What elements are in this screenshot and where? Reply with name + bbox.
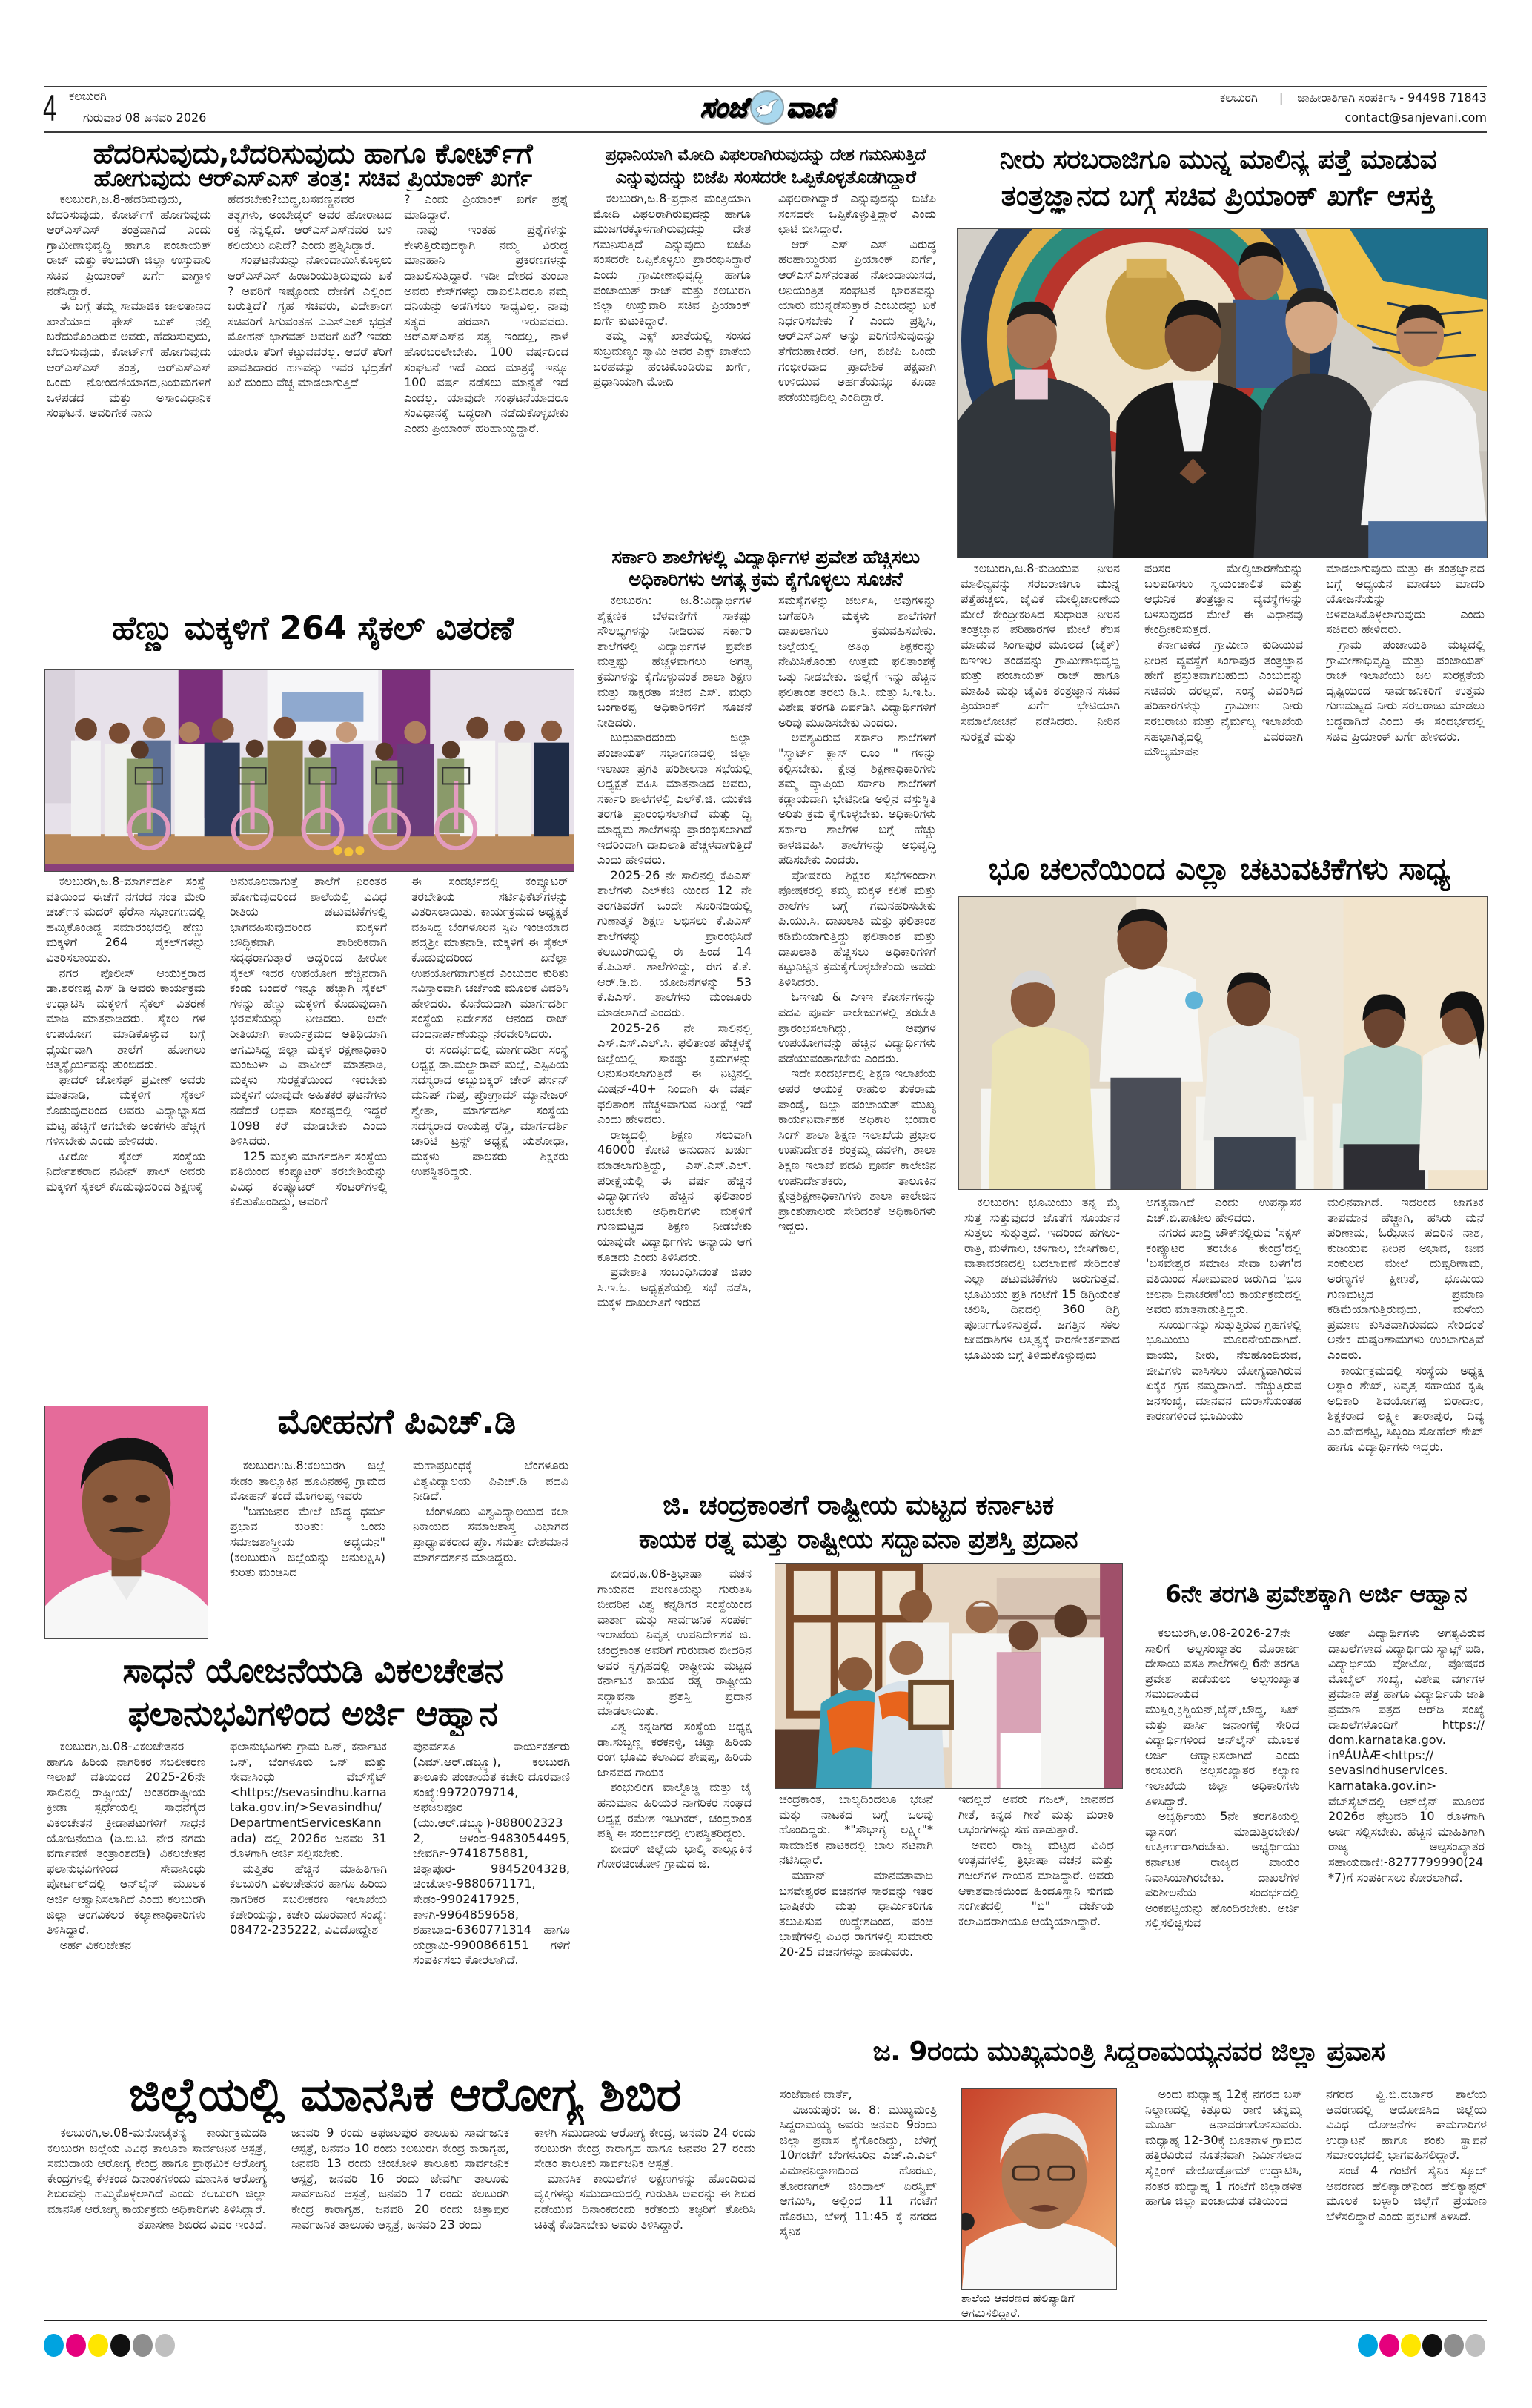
article-column (778, 191, 936, 532)
article-column (413, 1739, 570, 2058)
headline: ನೀರು ಸರಬರಾಜಿಗೂ ಮುನ್ನ ಮಾಲಿನ್ಯ ಪತ್ತೆ ಮಾಡುವ (999, 145, 1437, 175)
paragraph: ಜನವರಿ 9 ರಂದು ಅಫಜಲಪುರ ತಾಲೂಕು ಸಾರ್ವಜನಿಕ ಆಸ್ಪತ್ರೆ, ಜನವರಿ 10 ರಂದು ಕಲಬುರಗಿ ಕೇಂದ್ರ ಕಾರಾಗೃಹ, ಜನವರಿ 13 ರಂದು ಚಿಂಚೋಳಿ ತಾಲೂಕು ಸಾರ್ವಜನಿಕ ಆಸ್ಪತ್ರೆ, ಜನವರಿ 16 ರಂದು ಜೇವರ್ಗಿ ತಾಲೂಕು ಸಾರ್ವಜನಿಕ ಆಸ್ಪತ್ರೆ, ಜನವರಿ 17 ರಂದು ಕಲಬುರಗಿ ಕೇಂದ್ರ ಕಾರಾಗೃಹ, ಜನವರಿ 20 ರಂದು ಚಿತ್ತಾಪುರ ಸಾರ್ವಜನಿಕ ತಾಲೂಕು ಆಸ್ಪತ್ರೆ, ಜನವರಿ 23 ರಂದು (291, 2126, 509, 2232)
paragraph: ರಾಜ್ಯದಲ್ಲಿ ಶಿಕ್ಷಣ ಸಲುವಾಗಿ 46000 ಕೋಟಿ ಅನುದಾನ ಖರ್ಚು ಮಾಡಲಾಗುತ್ತಿದ್ದು, ಎಸ್.ಎಸ್.ಎಲ್. ಪರೀಕ್ಷೆಯಲ್ಲಿ ಈ ವರ್ಷ ಹೆಚ್ಚಿನ ವಿದ್ಯಾರ್ಥಿಗಳು ಹೆಚ್ಚಿನ ಫಲಿತಾಂಶ ಬರಬೇಕು ಅಧಿಕಾರಿಗಳು ಮಕ್ಕಳಿಗೆ ಗುಣಮಟ್ಟದ ಶಿಕ್ಷಣ ನೀಡಬೇಕು ಯಾವುದೇ ವಿದ್ಯಾರ್ಥಿಗಳು ಅನ್ಯಾಯ ಆಗ ಕೂಡದು ಎಂದು ತಿಳಿಸಿದರು. (597, 1127, 752, 1264)
headline: ಹೋಗುವುದು ಆರ್‌ಎಸ್‌ಎಸ್ ತಂತ್ರ: ಸಚಿವ ಪ್ರಿಯಾಂಕ್ ಖರ್ಗೆ (93, 166, 532, 191)
paragraph: ವಿಫಲರಾಗಿದ್ದಾರೆ ಎನ್ನುವುದನ್ನು ಬಿಜೆಪಿ ಸಂಸದರೇ ಒಪ್ಪಿಕೊಳ್ಳುತ್ತಿದ್ದಾರೆ ಎಂದು ಛಾಟಿ ಬೀಸಿದ್ದಾರೆ. (778, 191, 936, 236)
issue-date: ಗುರುವಾರ 08 ಜನವರಿ 2026 (83, 110, 207, 125)
paragraph: ಕಲಬುರಗಿ: ಜ.8:ವಿದ್ಯಾರ್ಥಿಗಳ ಶೈಕ್ಷಣಿಕ ಬೆಳವಣಿಗೆಗೆ ಸಾಕಷ್ಟು ಸೌಲಭ್ಯಗಳನ್ನು ನೀಡಿರುವ ಸರ್ಕಾರಿ ಶಾಲೆಗಳಲ್ಲಿ ವಿದ್ಯಾರ್ಥಿಗಳ ಪ್ರವೇಶ ಮತ್ತಷ್ಟು ಹೆಚ್ಚಳವಾಗಲು ಅಗತ್ಯ ಕ್ರಮಗಳನ್ನು ಕೈಗೊಳ್ಳುವಂತೆ ಶಾಲಾ ಶಿಕ್ಷಣ ಮತ್ತು ಸಾಕ್ಷರತಾ ಸಚಿವ ಎಸ್. ಮಧು ಬಂಗಾರಪ್ಪ ಅಧಿಕಾರಿಗಳಿಗೆ ಸೂಚನೆ ನೀಡಿದರು. (597, 593, 752, 730)
paragraph: ಸಂಜೆವಾಣಿ ವಾರ್ತೆ, (780, 2087, 852, 2101)
paragraph: ? ಎಂದು ಪ್ರಿಯಾಂಕ್ ಖರ್ಗೆ ಪ್ರಶ್ನೆ ಮಾಡಿದ್ದಾರೆ. (404, 192, 568, 222)
logo-text-left: ಸಂಜೆ (700, 90, 748, 124)
paragraph: ಕಲಬುರಗಿ,ಜ.8-ಕುಡಿಯುವ ನೀರಿನ ಮಾಲಿನ್ಯವನ್ನು ಸರಬರಾಜಿಗೂ ಮುನ್ನ ಪತ್ತೆಹಚ್ಚಲು, ಜೈವಿಕ ಮೇಲ್ವಿಚಾರಣೆಯ ಮೇಲೆ ಕೇಂದ್ರೀಕರಿಸಿದ ಸುಧಾರಿತ ನೀರಿನ ತಂತ್ರಜ್ಞಾನ ಪರಿಹಾರಗಳ ಮೇಲೆ ಕೆಲಸ ಮಾಡುವ ಸಿಂಗಾಪುರ ಮೂಲದ (ಜೈಕ್) ಬಿಇಇಅ ತಂಡವನ್ನು ಗ್ರಾಮೀಣಾಭಿವೃದ್ಧಿ ಮತ್ತು ಪಂಚಾಯತ್ ರಾಜ್ ಹಾಗೂ ಮಾಹಿತಿ ಮತ್ತು ಜೈವಿಕ ತಂತ್ರಜ್ಞಾನ ಸಚಿವ ಪ್ರಿಯಾಂಕ್ ಖರ್ಗೆ ಭೇಟಿಯಾಗಿ ಸಮಾಲೋಚನೆ ನಡೆಸಿದರು. ನೀರಿನ ಸುರಕ್ಷತೆ ಮತ್ತು (961, 561, 1120, 744)
headline: ಮೋಹನಗೆ ಪಿಎಚ್.ಡಿ (277, 1401, 516, 1441)
paragraph: ವಿಜಯಪುರ: ಜ. 8: ಮುಖ್ಯಮಂತ್ರಿ ಸಿದ್ದರಾಮಯ್ಯ ಅವರು ಜನವರಿ 9ರಂದು ಜಿಲ್ಲಾ ಪ್ರವಾಸ ಕೈಗೊಂಡಿದ್ದು, ಬೆಳಿಗ್ಗೆ 10ಗಂಟೆಗೆ ಬೆಂಗಳೂರಿನ ಎಚ್.ಎ.ಎಲ್ ವಿಮಾನನಿಲ್ದಾಣದಿಂದ ಹೊರಟು, ತೋರಣಗಲ್ ಜಿಂದಾಲ್ ಏರಸ್ಟ್ರಿಪ್ ಆಗಮಿಸಿ, ಅಲ್ಲಿಂದ 11 ಗಂಟೆಗೆ ಹೊರಟು, ಬೆಳಿಗ್ಗೆ 11:45 ಕ್ಕೆ ನಗರದ ಸೈನಿಕ (780, 2102, 937, 2239)
photo-image (45, 670, 574, 871)
paragraph: ಮಾನಸಿಕ ಕಾಯಿಲೆಗಳ ಲಕ್ಷಣಗಳನ್ನು ಹೊಂದಿರುವ ವ್ಯಕ್ತಿಗಳನ್ನು ಸಮುದಾಯದಲ್ಲಿ ಗುರುತಿಸಿ ಅವರನ್ನು ಈ ಶಿಬಿರ ನಡೆಯುವ ದಿನಾಂಕದಂದು ಕರೆತಂದು ತಜ್ಞರಿಗೆ ತೋರಿಸಿ ಚಿಕಿತ್ಸೆ ಕೊಡಿಸಬೇಕು ಅವರು ತಿಳಿಸಿದ್ದಾರೆ. (534, 2171, 755, 2232)
paragraph: ಬೀದರ್ ಜಿಲ್ಲೆಯ ಭಾಲ್ಕಿ ತಾಲ್ಲೂಕಿನ ಗೋರಚಿಂಚೋಳಿ ಗ್ರಾಮದ ಜಿ. (597, 1841, 752, 1871)
photo-image (962, 2089, 1116, 2289)
article-column (230, 1739, 387, 2058)
paragraph: ಅರ್ಹ ವಿದ್ಯಾರ್ಥಿಗಳು ಅಗತ್ಯವಿರುವ ದಾಖಲೆಗಳಾದ ವಿದ್ಯಾರ್ಥಿಯ ಸ್ಯಾಟ್ಸ್ ಐಡಿ, ವಿದ್ಯಾರ್ಥಿಯ ಪೋಟೋ, ಪೋಷಕರ ಮೊಬೈಲ್ ಸಂಖ್ಯೆ, ವಿಶೇಷ ವರ್ಗಗಳ ಪ್ರಮಾಣ ಪತ್ರ ಹಾಗೂ ವಿದ್ಯಾರ್ಥಿಯ ಜಾತಿ ಪ್ರಮಾಣ ಪತ್ರದ ಆರ್‌ಡಿ ಸಂಖ್ಯೆ ದಾಖಲೆಗಳೊಂದಿಗೆ https:// dom.karnataka.gov. inºÁUÀÆ<https:// sevasindhuservices. karnataka.gov.in> ವೆಬ್‌ಸೈಟ್‌ದಲ್ಲಿ ಆನ್‌ಲೈನ್ ಮೂಲಕ 2026ರ ಫೆಬ್ರವರಿ 10 ರೊಳಗಾಗಿ ಅರ್ಜಿ ಸಲ್ಲಿಸಬೇಕು. ಹೆಚ್ಚಿನ ಮಾಹಿತಿಗಾಗಿ ರಾಜ್ಯ ಅಲ್ಪಸಂಖ್ಯಾತರ ಸಹಾಯವಾಣಿ:-8277799990(24*7)ಗೆ ಸಂಪರ್ಕಿಸಲು ಕೋರಲಾಗಿದೆ. (1328, 1626, 1485, 1885)
article-column (958, 1792, 1114, 2028)
article-column (597, 593, 752, 1483)
paragraph: ಫಲಾನುಭವಿಗಳು ಗ್ರಾಮ ಒನ್, ಕರ್ನಾಟಕ ಒನ್, ಬೆಂಗಳೂರು ಒನ್ ಮತ್ತು ಸೇವಾಸಿಂಧು ವೆಬ್‌ಸೈಟ್ <https://sevasindhu.karnataka.gov.in/>Sevasindhu/DepartmentServicesKannada) ದಲ್ಲಿ 2026ರ ಜನವರಿ 31 ರೊಳಗಾಗಿ ಅರ್ಜಿ ಸಲ್ಲಿಸಬೇಕು. (230, 1739, 387, 1861)
article-column (411, 874, 568, 1381)
paragraph: ಕಲಬುರಗಿ,ಜ.8-ಪ್ರಧಾನ ಮಂತ್ರಿಯಾಗಿ ಮೋದಿ ವಿಫಲರಾಗಿರುವುದನ್ನು ಹಾಗೂ ಮುಜಗರಕ್ಕೊಳಗಾಗಿರುವುದನ್ನು ದೇಶ ಗಮನಿಸುತ್ತಿದೆ ಎನ್ನುವುದು ಬಿಜೆಪಿ ಸಂಸದರೇ ಒಪ್ಪಿಕೊಳ್ಳಲು ಪ್ರಾರಂಭಿಸಿದ್ದಾರೆ ಎಂದು ಗ್ರಾಮೀಣಾಭಿವೃದ್ಧಿ ಹಾಗೂ ಪಂಚಾಯತ್ ರಾಜ್ ಮತ್ತು ಕಲಬುರಗಿ ಜಿಲ್ಲಾ ಉಸ್ತುವಾರಿ ಸಚಿವ ಪ್ರಿಯಾಂಕ್ ಖರ್ಗೆ ಕುಟುಕಿದ್ದಾರೆ. (593, 191, 751, 328)
registration-dot-yellow (1401, 2334, 1421, 2357)
registration-dot-gray (1444, 2334, 1464, 2357)
headline: ಅಧಿಕಾರಿಗಳು ಅಗತ್ಯ ಕ್ರಮ ಕೈಗೊಳ್ಳಲು ಸೂಚನೆ (629, 569, 903, 591)
article-column (534, 2126, 755, 2318)
headline: 6ನೇ ತರಗತಿ ಪ್ರವೇಶಕ್ಕಾಗಿ ಅರ್ಜಿ ಆಹ್ವಾನ (1164, 1580, 1468, 1608)
paragraph: ಕಲಬುರಗಿ: ಭೂಮಿಯು ತನ್ನ ಮೈ ಸುತ್ತ ಸುತ್ತುವುದರ ಜೊತೆಗೆ ಸೂರ್ಯನ ಸುತ್ತಲು ಸುತ್ತುತ್ತದೆ. ಇದರಿಂದ ಹಗಲು-ರಾತ್ರಿ, ಮಳೆಗಾಲ, ಚಳಿಗಾಲ, ಬೇಸಿಗೆಕಾಲ, ವಾತಾವರಣದಲ್ಲಿ ಬದಲಾವಣೆ ಸೇರಿದಂತೆ ಎಲ್ಲಾ ಚಟುವಟಿಕೆಗಳು ಜರುಗುತ್ತವೆ. ಭೂಮಿಯು ಪ್ರತಿ ಗಂಟೆಗೆ 15 ಡಿಗ್ರಿಯಂತೆ ಚಲಿಸಿ, ದಿನದಲ್ಲಿ 360 ಡಿಗ್ರಿ ಪೂರ್ಣಗೊಳಿಸುತ್ತದೆ. ಜಗತ್ತಿನ ಸಕಲ ಜೀವರಾಶಿಗಳ ಅಸ್ತಿತ್ವಕ್ಕೆ ಕಾರಣೀಕರ್ತವಾದ ಭೂಮಿಯ ಬಗ್ಗೆ ತಿಳಿದುಕೊಳ್ಳುವುದು (964, 1195, 1120, 1362)
paragraph: ಪರಿಸರ ಮೇಲ್ವಿಚಾರಣೆಯನ್ನು ಬಲಪಡಿಸಲು ಸ್ವಯಂಚಾಲಿತ ಮತ್ತು ಆಧುನಿಕ ತಂತ್ರಜ್ಞಾನ ವ್ಯವಸ್ಥೆಗಳನ್ನು ಬಳಸುವುದರ ಮೇಲೆ ಈ ವಿಧಾನವು ಕೇಂದ್ರೀಕರಿಸುತ್ತದೆ. (1144, 561, 1303, 637)
headline: ಸರ್ಕಾರಿ ಶಾಲೆಗಳಲ್ಲಿ ವಿದ್ಯಾರ್ಥಿಗಳ ಪ್ರವೇಶ ಹೆಚ್ಚಿಸಲು (611, 546, 920, 569)
paragraph: 2025-26 ನೇ ಸಾಲಿನಲ್ಲಿ ಕೆಪಿಎಸ್ ಶಾಲೆಗಳು ಎಲ್‌ಕೆಜಿ ಯಿಂದ 12 ನೇ ತರಗತಿವರೆಗೆ ಒಂದೇ ಸೂರಿನಡಿಯಲ್ಲಿ ಗುಣಾತ್ಮಕ ಶಿಕ್ಷಣ ಲಭಿಸಲು ಕೆ.ಪಿಎಸ್ ಶಾಲೆಗಳನ್ನು ಪ್ರಾರಂಭಿಸಿದೆ ಕಲಬುರಗಿಯಲ್ಲಿ ಈ ಹಿಂದೆ 14 ಕೆ.ಪಿಎಸ್. ಶಾಲೆಗಳಿದ್ದು, ಈಗ ಕೆ.ಕೆ. ಆರ್.ಡಿ.ಬಿ. ಯೋಜನೆಗಳನ್ನು 53 ಕೆ.ಪಿಎಸ್. ಶಾಲೆಗಳು ಮಂಜೂರು ಮಾಡಲಾಗಿದೆ ಎಂದರು. (597, 867, 752, 1020)
page-number: 4 (43, 87, 57, 129)
paragraph: ಅಭ್ಯರ್ಥಿಯು 5ನೇ ತರಗತಿಯಲ್ಲಿ ವ್ಯಾಸಂಗ ಮಾಡುತ್ತಿರಬೇಕು/ ಉತ್ತೀರ್ಣರಾಗಿರಬೇಕು. ಅಭ್ಯರ್ಥಿಯು ಕರ್ನಾಟಕ ರಾಜ್ಯದ ಖಾಯಂ ನಿವಾಸಿಯಾಗಿರಬೇಕು. ದಾಖಲೆಗಳ ಪರಿಶೀಲನೆಯ ಸಂದರ್ಭದಲ್ಲಿ ಅಂಕಪಟ್ಟಿಯನ್ನು ಹೊಂದಿರಬೇಕು. ಅರ್ಜಿ ಸಲ್ಲಿಸಲಿಚ್ಛಿಸುವ (1145, 1809, 1299, 1931)
registration-dot-cyan (1358, 2334, 1378, 2357)
paragraph: ಕಾರ್ಯಕ್ರಮದಲ್ಲಿ ಸಂಸ್ಥೆಯ ಅಧ್ಯಕ್ಷ ಅಸ್ಲಾಂ ಶೇಖ್, ನಿವೃತ್ತ ಸಹಾಯಕ ಕೃಷಿ ಅಧಿಕಾರಿ ಶಿವಯೋಗಪ್ಪ ಬಿರಾದಾರ, ಶಿಕ್ಷಕರಾದ ಲಕ್ಷ್ಮೀ ತಾರಾಪುರ, ದಿವ್ಯ ಎಂ.ವೇದಶೆಟ್ಟಿ, ಸಿಬ್ಬಂದಿ ಸೋಹೆಲ್ ಶೇಖ್ ಹಾಗೂ ವಿದ್ಯಾರ್ಥಿಗಳು ಇದ್ದರು. (1327, 1363, 1484, 1454)
paragraph: ಮಹಾಪ್ರಬಂಧಕ್ಕೆ ಬೆಂಗಳೂರು ವಿಶ್ವವಿದ್ಯಾಲಯ ಪಿಎಚ್.ಡಿ ಪದವಿ ನೀಡಿದೆ. (413, 1458, 568, 1504)
article-column (778, 593, 936, 1483)
paragraph: ನಾವು ಇಂತಹ ಪ್ರಶ್ನೆಗಳನ್ನು ಕೇಳುತ್ತಿರುವುದಕ್ಕಾಗಿ ನಮ್ಮ ವಿರುದ್ಧ ಮಾನಹಾನಿ ಪ್ರಕರಣಗಳನ್ನು ದಾಖಲಿಸುತ್ತಿದ್ದಾರೆ. ಇಡೀ ದೇಶದ ತುಂಬಾ ಅವರು ಕೇಸ್‌ಗಳನ್ನು ದಾಖಲಿಸಿದರೂ ನಮ್ಮ ದನಿಯನ್ನು ಅಡಗಿಸಲು ಸಾಧ್ಯವಿಲ್ಲ. ನಾವು ಸತ್ಯದ ಪರವಾಗಿ ಇರುವವರು. ಆರ್‌ಎಸ್‌ಎಸ್‌ನ ಸತ್ಯ ಇಂದಲ್ಲ, ನಾಳೆ ಹೊರಬರಲೇಬೇಕು. 100 ವರ್ಷದಿಂದ ಸಂಘಟನೆ ಇದೆ ಎಂದ ಮಾತ್ರಕ್ಕೆ ಇನ್ನೂ 100 ವರ್ಷ ನಡೆಸಲು ಮಾನ್ಯತೆ ಇದೆ ಎಂದಲ್ಲ. ಯಾವುದೇ ಸಂಘಟನೆಯಾದರೂ ಸಂವಿಧಾನಕ್ಕೆ ಬದ್ಧರಾಗಿ ನಡೆದುಕೊಳ್ಳಬೇಕು ಎಂದು ಪ್ರಿಯಾಂಕ್ ಹರಿಹಾಯ್ದಿದ್ದಾರೆ. (404, 222, 568, 435)
photo-image (45, 1406, 208, 1638)
article-column (228, 192, 392, 593)
article-column (230, 1458, 385, 1638)
article-column (230, 874, 387, 1381)
headline: ಜ. 9ರಂದು ಮುಖ್ಯಮಂತ್ರಿ ಸಿದ್ದರಾಮಯ್ಯನವರ ಜಿಲ್ಲಾ ಪ್ರವಾಸ (872, 2037, 1385, 2067)
contact-email: contact@sanjevani.com (1344, 110, 1487, 125)
headline: ಭೂ ಚಲನೆಯಿಂದ ಎಲ್ಲಾ ಚಟುವಟಿಕೆಗಳು ಸಾಧ್ಯ (988, 850, 1450, 887)
paragraph: ಸೂರ್ಯನನ್ನು ಸುತ್ತುತ್ತಿರುವ ಗ್ರಹಗಳಲ್ಲಿ ಭೂಮಿಯು ಮೂರನೇಯದಾಗಿದೆ. ವಾಯು, ನೀರು, ನೆಲಹೊಂದಿರುವ, ಜೀವಿಗಳು ವಾಸಿಸಲು ಯೋಗ್ಯವಾಗಿರುವ ಏಕೈಕ ಗ್ರಹ ನಮ್ಮದಾಗಿದೆ. ಹೆಚ್ಚುತ್ತಿರುವ ಜನಸಂಖ್ಯೆ, ಮಾನವನ ದುರಾಸೆಯಂತಹ ಕಾರಣಗಳಿಂದ ಭೂಮಿಯು (1146, 1317, 1301, 1423)
article-column (413, 1458, 568, 1638)
paragraph: ಕಲಬುರಗಿ,ಜ.8-ಹೆದರಿಸುವುದು, ಬೆದರಿಸುವುದು, ಕೋರ್ಟ್‌ಗೆ ಹೋಗುವುದು ಆರ್‌ಎಸ್‌ಎಸ್ ತಂತ್ರವಾಗಿದೆ ಎಂದು ಗ್ರಾಮೀಣಾಭಿವೃದ್ಧಿ ಹಾಗೂ ಪಂಚಾಯತ್ ರಾಜ್ ಮತ್ತು ಕಲಬುರಗಿ ಜಿಲ್ಲಾ ಉಸ್ತುವಾರಿ ಸಚಿವ ಪ್ರಿಯಾಂಕ್ ಖರ್ಗೆ ವಾಗ್ದಾಳಿ ನಡೆಸಿದ್ದಾರೆ. (47, 192, 211, 298)
paragraph: ಇದಲ್ಲದೆ ಅವರು ಗಜಲ್, ಜಾನಪದ ಗೀತೆ, ಕನ್ನಡ ಗೀತೆ ಮತ್ತು ಮರಾಠಿ ಅಭಂಗಗಳನ್ನು ಸಹ ಹಾಡುತ್ತಾರೆ. (958, 1792, 1114, 1837)
paragraph: ಕಲಬುರಗಿ,ಜ.08-ವಿಕಲಚೇತನರ ಹಾಗೂ ಹಿರಿಯ ನಾಗರಿಕರ ಸಬಲೀಕರಣ ಇಲಾಖೆ ವತಿಯಿಂದ 2025-26ನೇ ಸಾಲಿನಲ್ಲಿ ರಾಷ್ಟ್ರೀಯ/ ಅಂತರರಾಷ್ಟ್ರೀಯ ಕ್ರೀಡಾ ಸ್ಪರ್ಧೆಯಲ್ಲಿ ಸಾಧನೆಗೈದ ವಿಕಲಚೇತನ ಕ್ರೀಡಾಪಟುಗಳಿಗೆ ಸಾಧನೆ ಯೋಜನೆಯಡಿ (ಡಿ.ಬಿ.ಟಿ. ನೇರ ನಗದು ವರ್ಗಾವಣೆ ತಂತ್ರಾಂಶದಡಿ) ವಿಕಲಚೇತನ ಫಲಾನುಭವಿಗಳಿಂದ ಸೇವಾಸಿಂಧು ಪೋರ್ಟಲ್‌ದಲ್ಲಿ ಆನ್‌ಲೈನ್ ಮೂಲಕ ಅರ್ಜಿ ಆಹ್ವಾನಿಸಲಾಗಿದೆ ಎಂದು ಕಲಬುರಗಿ ಜಿಲ್ಲಾ ಅಂಗವಿಕಲರ ಕಲ್ಯಾಣಾಧಿಕಾರಿಗಳು ತಿಳಿಸಿದ್ದಾರೆ. (47, 1739, 205, 1937)
article-column (1327, 1195, 1484, 1575)
article-column (1328, 1626, 1485, 2022)
photo-earth-day-program (958, 896, 1488, 1190)
headline: ಹೆಣ್ಣು ಮಕ್ಕಳಿಗೆ 264 ಸೈಕಲ್ ವಿತರಣೆ (112, 609, 514, 647)
paragraph: ಈ ಸಂದರ್ಭದಲ್ಲಿ ಕಂಪ್ಯೂಟರ್ ತರಬೇತಿಯ ಸರ್ಟಿಫಿಕೆಟ್‌ಗಳನ್ನು ವಿತರಿಸಲಾಯಿತು. ಕಾರ್ಯಕ್ರಮದ ಅಧ್ಯಕ್ಷತೆ ವಹಿಸಿದ್ದ ಬೆಂಗಳೂರಿನ ಸ್ಪಿಪಿ ಇಂಡಿಯಾದ ಪದ್ಮಶ್ರೀ ಮಾತನಾಡಿ, ಮಕ್ಕಳಿಗೆ ಈ ಸೈಕಲ್ ಕೊಡುವುದರಿಂದ ಏನೆಲ್ಲಾ ಉಪಯೋಗವಾಗುತ್ತದೆ ಎಂಬುದರ ಕುರಿತು ಸವಿಸ್ತಾರವಾಗಿ ಚರ್ಚೆಯ ಮೂಲಕ ವಿವರಿಸಿ ಹೇಳಿದರು. ಕೊನೆಯದಾಗಿ ಮಾರ್ಗದರ್ಶಿ ಸಂಸ್ಥೆಯ ನಿರ್ದೇಶಕ ಆನಂದ ರಾಜ್ ವಂದನಾರ್ಪಣೆಯನ್ನು ನೆರವೇರಿಸಿದರು. (411, 874, 568, 1041)
masthead-logo (667, 88, 867, 127)
registration-dot-magenta (66, 2334, 86, 2357)
article-column (779, 1792, 933, 2028)
registration-dot-black (1422, 2334, 1442, 2357)
paragraph: ನಗರದ ಖಾದ್ರಿ ಚೌಕ್‌ನಲ್ಲಿರುವ 'ಸಕ್ಸಸ್ ಕಂಪ್ಯೂಟರ ತರಬೇತಿ ಕೇಂದ್ರ'ದಲ್ಲಿ 'ಬಸವೇಶ್ವರ ಸಮಾಜ ಸೇವಾ ಬಳಗ'ದ ವತಿಯಿಂದ ಸೋಮವಾರ ಜರುಗಿದ 'ಭೂ ಚಲನಾ ದಿನಾಚರಣೆ'ಯ ಕಾರ್ಯಕ್ರಮದಲ್ಲಿ ಅವರು ಮಾತನಾಡುತ್ತಿದ್ದರು. (1146, 1226, 1301, 1317)
edition-name: ಕಲಬುರಗಿ (1220, 90, 1258, 105)
paragraph: ಈ ಸಂದರ್ಭದಲ್ಲಿ ಮಾರ್ಗದರ್ಶಿ ಸಂಸ್ಥೆ ಅಧ್ಯಕ್ಷ ಡಾ.ಮಲ್ಹಾರಾವ್ ಮಲ್ಲೆ, ಎಸ್ಪಿಪಿಯ ಸದಸ್ಯರಾದ ಅಬ್ಬುಬಕ್ಕರ್ ಚೇರ್ ಪರ್ಸನ್ ಮನಿಷ್ ಗುಪ್ತ, ಪ್ರೋಗ್ರಾಮ್ ಮ್ಯಾನೇಜರ್ ಶ್ವೇತಾ, ಮಾರ್ಗದರ್ಶಿ ಸಂಸ್ಥೆಯ ಸದಸ್ಯರಾದ ರಾಯಪ್ಪ ರೆಡ್ಡಿ, ಮಾರ್ಗದರ್ಶಿ ಚಾರಿಟಿ ಟ್ರಸ್ಟ್ ಅಧ್ಯಕ್ಷೆ ಯಶೋಧಾ, ಮಕ್ಕಳು ಪಾಲಕರು ಶಿಕ್ಷಕರು ಉಪಸ್ಥಿತರಿದ್ದರು. (411, 1042, 568, 1179)
paragraph: ಕರ್ನಾಟಕದ ಗ್ರಾಮೀಣ ಕುಡಿಯುವ ನೀರಿನ ವ್ಯವಸ್ಥೆಗೆ ಸಿಂಗಾಪುರ ತಂತ್ರಜ್ಞಾನ ಹೇಗೆ ಪ್ರಸ್ತುತವಾಗಬಹುದು ಎಂಬುದನ್ನು ಸಚಿವರು ದರಲ್ಲದೆ, ಸಂಸ್ಥೆ ವಿವರಿಸಿದ ಪರಿಹಾರಗಳನ್ನು ಗ್ರಾಮೀಣ ನೀರು ಸರಬರಾಜು ಮತ್ತು ನೈರ್ಮಲ್ಯ ಇಲಾಖೆಯ ಸಹಭಾಗಿತ್ವದಲ್ಲಿ ವಿವರವಾಗಿ ಮೌಲ್ಯಮಾಪನ (1144, 637, 1303, 759)
paragraph: ಮಲಿನವಾಗಿದೆ. ಇದರಿಂದ ಜಾಗತಿಕ ತಾಪಮಾನ ಹೆಚ್ಚಾಗಿ, ಹಸಿರು ಮನೆ ಪರಿಣಾಮ, ಓಝೋನ ಪದರಿನ ನಾಶ, ಕುಡಿಯುವ ನೀರಿನ ಅಭಾವ, ಜೀವ ಸಂಕುಲದ ಮೇಲೆ ದುಷ್ಪರಿಣಾಮ, ಅರಣ್ಯಗಳ ಕ್ಷೀಣತೆ, ಭೂಮಿಯ ಗುಣಮಟ್ಟದ ಪ್ರಮಾಣ ಕಡಿಮೆಯಾಗುತ್ತಿರುವುದು, ಮಳೆಯ ಪ್ರಮಾಣ ಕುಸಿತವಾಗಿರುವದು ಸೇರಿದಂತೆ ಅನೇಕ ದುಷ್ಪರಿಣಾಮಗಳು ಉಂಟಾಗುತ್ತಿವೆ ಎಂದರು. (1327, 1195, 1484, 1362)
paragraph: ಮಾಡಲಾಗುವುದು ಮತ್ತು ಈ ತಂತ್ರಜ್ಞಾನದ ಬಗ್ಗೆ ಅಧ್ಯಯನ ಮಾಡಲು ಮಾದರಿ ಯೋಜನೆಯನ್ನು ಅಳವಡಿಸಿಕೊಳ್ಳಲಾಗುವುದು ಎಂದು ಸಚಿವರು ಹೇಳಿದರು. (1326, 561, 1485, 637)
article-column (1326, 561, 1485, 822)
photo-cycle-distribution-event (44, 669, 574, 872)
photo-image (775, 1564, 1122, 1788)
paragraph: ಅಂದು ಮಧ್ಯಾಹ್ನ 12ಕ್ಕೆ ನಗರದ ಬಸ್ ನಿಲ್ದಾಣದಲ್ಲಿ ಕಿತ್ತೂರು ರಾಣಿ ಚನ್ನಮ್ಮ ಮೂರ್ತಿ ಅನಾವರಣಗೊಳಿಸುವರು. ಮಧ್ಯಾಹ್ನ 12-30ಕ್ಕೆ ಬೂತನಾಳ ಗ್ರಾಮದ ಹತ್ತಿರವಿರುವ ನೂತನವಾಗಿ ನಿರ್ಮಿಸಲಾದ ಸೈಕ್ಲಿಂಗ್ ವೇಲೋಡ್ರೋಮ್ ಉದ್ಘಾಟಿಸಿ, ನಂತರ ಮಧ್ಯಾಹ್ನ 1 ಗಂಟೆಗೆ ಜಿಲ್ಲಾಡಳಿತ ಹಾಗೂ ಜಿಲ್ಲಾ ಪಂಚಾಯತ ವತಿಯಿಂದ (1145, 2087, 1302, 2209)
paragraph: ನಗರದ ವ್ಹಿ.ಬಿ.ದರ್ಬಾರ ಶಾಲೆಯ ಆವರಣದಲ್ಲಿ ಆಯೋಜಿಸಿದ ಜಿಲ್ಲೆಯ ವಿವಿಧ ಯೋಜನೆಗಳ ಕಾಮಗಾರಿಗಳ ಉದ್ಘಾಟನೆ ಹಾಗೂ ಶಂಕು ಸ್ಥಾಪನೆ ಸಮಾರಂಭದಲ್ಲಿ ಭಾಗವಹಿಸಲಿದ್ದಾರೆ. (1326, 2087, 1487, 2163)
article-column (780, 2087, 937, 2318)
paragraph: ಶಂಭುಲಿಂಗ ವಾಲ್ದೊಡ್ಡಿ ಮತ್ತು ಜೈ ಹನುಮಾನ ಹಿರಿಯರ ನಾಗರಿಕರ ಸಂಘದ ಅಧ್ಯಕ್ಷ ರಮೇಶ ಇಟಗಿಕರ್, ಚಂದ್ರಕಾಂತ ಪತ್ನಿ ಈ ಸಂದರ್ಭದಲ್ಲಿ ಉಪಸ್ಥಿತರಿದ್ದರು. (597, 1780, 752, 1841)
paragraph: ವಿಶ್ವ ಕನ್ನಡಿಗರ ಸಂಸ್ಥೆಯ ಅಧ್ಯಕ್ಷ ಡಾ.ಸುಬ್ಬಣ್ಣ ಕರಕನಳ್ಳಿ, ಚಿಟ್ಟಾ ಹಿರಿಯ ರಂಗ ಭೂಮಿ ಕಲಾವಿದ ಶೇಷಪ್ಪ, ಹಿರಿಯ ಜಾನಪದ ಗಾಯಕ (597, 1719, 752, 1779)
paragraph: ಚಂದ್ರಕಾಂತ, ಬಾಲ್ಯದಿಂದಲೂ ಭಜನೆ ಮತ್ತು ನಾಟಕದ ಬಗ್ಗೆ ಒಲವು ಹೊಂದಿದ್ದರು. *"ಸೌಭಾಗ್ಯ ಲಕ್ಷ್ಮೀ"* ಸಾಮಾಜಿಕ ನಾಟಕದಲ್ಲಿ ಬಾಲ ನಟನಾಗಿ ನಟಿಸಿದ್ದಾರೆ. (779, 1792, 933, 1868)
headline: ಎನ್ನುವುದನ್ನು ಬಿಜೆಪಿ ಸಂಸದರೇ ಒಪ್ಪಿಕೊಳ್ಳತೊಡಗಿದ್ದಾರೆ (615, 167, 916, 188)
paragraph: ಹೆದರಬೇಕು?ಬುದ್ಧ,ಬಸವಣ್ಣನವರ ತತ್ವಗಳು, ಅಂಬೇಡ್ಕರ್ ಅವರ ಹೋರಾಟದ ರಕ್ತ ನನ್ನಲ್ಲಿದೆ. ಆರ್‌ಎಸ್‌ಎಸ್‌ನವರ ಬಳಿ ಕಲಿಯಲು ಏನಿದೆ? ಎಂದು ಪ್ರಶ್ನಿಸಿದ್ದಾರೆ. (228, 192, 392, 252)
registration-dot-magenta (1379, 2334, 1399, 2357)
dove-icon (750, 90, 784, 125)
photo-mohan-portrait (44, 1406, 208, 1639)
photo-award-presentation (775, 1563, 1123, 1789)
headline: ಜಿಲ್ಲೆಯಲ್ಲಿ ಮಾನಸಿಕ ಆರೋಗ್ಯ ಶಿಬಿರ (128, 2068, 682, 2123)
headline: ಜಿ. ಚಂದ್ರಕಾಂತಗೆ ರಾಷ್ಟ್ರೀಯ ಮಟ್ಟದ ಕರ್ನಾಟಕ (663, 1490, 1054, 1521)
header-top-rule (44, 86, 1487, 87)
photo-image (959, 897, 1487, 1189)
header-bottom-rule (44, 131, 1487, 133)
article-column (1144, 561, 1303, 822)
registration-dot-light-gray (1465, 2334, 1485, 2357)
paragraph: ಕಾಳಗಿ ಸಮುದಾಯ ಆರೋಗ್ಯ ಕೇಂದ್ರ, ಜನವರಿ 24 ರಂದು ಕಲಬುರಗಿ ಕೇಂದ್ರ ಕಾರಾಗೃಹ ಹಾಗೂ ಜನವರಿ 27 ರಂದು ಸೇಡಂ ತಾಲೂಕು ಸಾರ್ವಜನಿಕ ಆಸ್ಪತ್ರೆ. (534, 2126, 755, 2171)
paragraph: ತಪಾಸಣಾ ಶಿಬಿರದ ವಿವರ ಇಂತಿದೆ. (137, 2217, 267, 2232)
paragraph: ಅರ್ಹ ವಿಕಲಚೇತನ (59, 1937, 132, 1952)
article-column (593, 191, 751, 532)
article-column (964, 1195, 1120, 1463)
article-column (47, 2126, 267, 2318)
registration-dot-light-gray (155, 2334, 175, 2357)
headline: ತಂತ್ರಜ್ಞಾನದ ಬಗ್ಗೆ ಸಚಿವ ಪ್ರಿಯಾಂಕ್ ಖರ್ಗೆ ಆಸಕ್ತಿ (1001, 179, 1436, 212)
registration-dot-yellow (88, 2334, 108, 2357)
paragraph: ಸಂಜೆ 4 ಗಂಟೆಗೆ ಸೈನಿಕ ಸ್ಕೂಲ್ ಆವರಣದ ಹೆಲಿಪ್ಯಾಡ್‌ನಿಂದ ಹೆಲಿಕ್ಯಾಪ್ಟರ್ ಮೂಲಕ ಬಳ್ಳಾರಿ ಜಿಲ್ಲೆಗೆ ಪ್ರಯಾಣ ಬೆಳೆಸಲಿದ್ದಾರೆ ಎಂದು ಪ್ರಕಟಣೆ ತಿಳಿಸಿದೆ. (1326, 2163, 1487, 2223)
paragraph: ಅವರು ರಾಜ್ಯ ಮಟ್ಟದ ವಿವಿಧ ಉತ್ಸವಗಳಲ್ಲಿ ತ್ರಿಭಾಷಾ ವಚನ ಮತ್ತು ಗಜಲ್‌ಗಳ ಗಾಯನ ಮಾಡಿದ್ದಾರೆ. ಅವರು ಆಕಾಶವಾಣಿಯಿಂದ ಹಿಂದೂಸ್ತಾನಿ ಸುಗಮ ಸಂಗೀತದಲ್ಲಿ "ಬಿ" ದರ್ಜೆಯ ಕಲಾವಿದರಾಗಿಯೂ ಆಯ್ಕೆಯಾಗಿದ್ದಾರೆ. (958, 1837, 1114, 1928)
paragraph: ಅವಶ್ಯವಿರುವ ಸರ್ಕಾರಿ ಶಾಲೆಗಳಿಗೆ "ಸ್ಮಾರ್ಟ್ ಕ್ಲಾಸ್ ರೂಂ " ಗಳನ್ನು ಕಲ್ಪಿಸಬೇಕು. ಕ್ಷೇತ್ರ ಶಿಕ್ಷಣಾಧಿಕಾರಿಗಳು ತಮ್ಮ ವ್ಯಾಪ್ತಿಯ ಸರ್ಕಾರಿ ಶಾಲೆಗಳಿಗೆ ಕಡ್ಡಾಯವಾಗಿ ಭೇಟಿನೀಡಿ ಅಲ್ಲಿನ ವಸ್ತುಸ್ಥಿತಿ ಅರಿತು ಕ್ರಮ ಕೈಗೊಳ್ಳಬೇಕು. ಅಧಿಕಾರಿಗಳು ಸರ್ಕಾರಿ ಶಾಲೆಗಳ ಬಗ್ಗೆ ಹೆಚ್ಚು ಕಾಳಜಿವಹಿಸಿ ಶಾಲೆಗಳನ್ನು ಅಭಿವೃದ್ಧಿ ಪಡಿಸಬೇಕು ಎಂದರು. (778, 730, 936, 867)
article-column (597, 1567, 752, 2044)
paragraph: ಆರ್ ಎಸ್ ಎಸ್ ವಿರುದ್ಧ ಹರಿಹಾಯ್ದಿರುವ ಪ್ರಿಯಾಂಕ್ ಖರ್ಗೆ, ಆರ್‌ಎಸ್‌ಎಸ್‌ನಂತಹ ನೋಂದಾಯಿಸದ, ಅನಿಯಂತ್ರಿತ ಸಂಘಟನೆ ಭಾರತವನ್ನು ಯಾರು ಮುನ್ನಡೆಸುತ್ತಾರೆ ಎಂಬುದನ್ನು ಏಕೆ ನಿರ್ಧರಿಸಬೇಕು ? ಎಂದು ಪ್ರಶ್ನಿಸಿ, ಆರ್‌ಎಸ್‌ಎಸ್ ಅನ್ನು ಪರಿಗಣಿಸುವುದನ್ನು ತೆಗೆದುಹಾಕಿದರೆ. ಆಗ, ಬಿಜೆಪಿ ಒಂದು ಗಂಭೀರವಾದ ಪ್ರಾದೇಶಿಕ ಪಕ್ಷವಾಗಿ ಉಳಿಯುವ ಅರ್ಹತೆಯನ್ನೂ ಕೂಡಾ ಪಡೆಯುವುದಿಲ್ಲ ಎಂದಿದ್ದಾರೆ. (778, 236, 936, 404)
paragraph: ಬೆಂಗಳೂರು ವಿಶ್ವವಿದ್ಯಾಲಯದ ಕಲಾ ನಿಕಾಯದ ಸಮಾಜಶಾಸ್ತ್ರ ವಿಭಾಗದ ಪ್ರಾಧ್ಯಾಪಕರಾದ ಪ್ರೊ. ಸಮತಾ ದೇಶಮಾನೆ ಮಾರ್ಗದರ್ಶನ ಮಾಡಿದ್ದರು. (413, 1504, 568, 1564)
paragraph: ಪೋಷಕರು ಶಿಕ್ಷಕರ ಸಭೆಗಳಿಂದಾಗಿ ಪೋಷಕರಲ್ಲಿ ತಮ್ಮ ಮಕ್ಕಳ ಕಲಿಕೆ ಮತ್ತು ಶಾಲೆಗಳ ಬಗ್ಗೆ ಗಮನಹರಿಸಬೇಕು ಪಿ.ಯು.ಸಿ. ದಾಖಲಾತಿ ಮತ್ತು ಫಲಿತಾಂಶ ಕಡಿಮೆಯಾಗುತ್ತಿದ್ದು ಫಲಿತಾಂಶ ಮತ್ತು ದಾಖಲಾತಿ ಹೆಚ್ಚಿಸಲು ಅಧಿಕಾರಿಗಳಿಗೆ ಕಟ್ಟುನಿಟ್ಟಿನ ಕ್ರಮಕೈಗೊಳ್ಳಬೇಕೆಂದು ಅವರು ತಿಳಿಸಿದರು. (778, 867, 936, 989)
article-column (1326, 2087, 1487, 2318)
paragraph: ನಗರ ಪೊಲೀಸ್ ಆಯುಕ್ತರಾದ ಡಾ.ಶರಣಪ್ಪ ಎಸ್ ಡಿ ಅವರು ಕಾರ್ಯಕ್ರಮ ಉದ್ಘಾಟಿಸಿ ಮಕ್ಕಳಿಗೆ ಸೈಕಲ್ ವಿತರಣೆ ಮಾಡಿ ಮಾತನಾಡಿದರು. ಸೈಕಲ ಗಳ ಉಪಯೋಗ ಮಾಡಿಕೊಳ್ಳುವ ಬಗ್ಗೆ ಧೈರ್ಯವಾಗಿ ಶಾಲೆಗೆ ಹೋಗಲು ಆತ್ಮಸ್ಥೈರ್ಯವನ್ನು ತುಂಬಿದರು. (46, 965, 205, 1072)
paragraph: "ಬಹುಜನರ ಮೇಲೆ ಬೌದ್ಧ ಧರ್ಮ ಪ್ರಭಾವ ಕುರಿತು: ಒಂದು ಸಮಾಜಶಾಸ್ತ್ರೀಯ ಅಧ್ಯಯನ" (ಕಲಬುರುಗಿ ಜಿಲ್ಲೆಯನ್ನು ಅನುಲಕ್ಷಿಸಿ) ಕುರಿತು ಮಂಡಿಸಿದ (230, 1504, 385, 1580)
paragraph: ಗ್ರಾಮ ಪಂಚಾಯತಿ ಮಟ್ಟದಲ್ಲಿ ಗ್ರಾಮೀಣಾಭಿವೃದ್ಧಿ ಮತ್ತು ಪಂಚಾಯತ್ ರಾಜ್ ಇಲಾಖೆಯು ಜಲ ಸುರಕ್ಷತೆಯ ದೃಷ್ಟಿಯಿಂದ ಸಾರ್ವಜನಿಕರಿಗೆ ಉತ್ತಮ ಗುಣಮಟ್ಟದ ನೀರು ಸರಬರಾಜು ಮಾಡಲು ಬದ್ಧವಾಗಿದೆ ಎಂದು ಈ ಸಂದರ್ಭದಲ್ಲಿ ಸಚಿವ ಪ್ರಿಯಾಂಕ್ ಖರ್ಗೆ ಹೇಳಿದರು. (1326, 637, 1485, 744)
paragraph: ಮತ್ತಿತರ ಹೆಚ್ಚಿನ ಮಾಹಿತಿಗಾಗಿ ಕಲಬುರಗಿ ವಿಕಲಚೇತನರ ಹಾಗೂ ಹಿರಿಯ ನಾಗರಿಕರ ಸಬಲೀಕರಣ ಇಲಾಖೆಯ ಕಚೇರಿಯನ್ನು, ಕಚೇರಿ ದೂರವಾಣಿ ಸಂಖ್ಯೆ: 08472-235222, ವಿವಿದೋದ್ದೇಶ (230, 1861, 387, 1937)
paragraph: ಹೀರೋ ಸೈಕಲ್ ಸಂಸ್ಥೆಯ ನಿರ್ದೇಶಕರಾದ ನವೀನ್ ಪಾಲ್ ಅವರು ಮಕ್ಕಳಿಗೆ ಸೈಕಲ್ ಕೊಡುವುದರಿಂದ ಶಿಕ್ಷಣಕ್ಕೆ (46, 1148, 205, 1194)
continued-text-below-photo: ಶಾಲೆಯ ಆವರಣದ ಹೆಲಿಪ್ಯಾಡಿಗೆ ಆಗಮಿಸಲಿದ್ದಾರೆ. (961, 2292, 1075, 2320)
photo-minister-with-water-tech-team (957, 228, 1488, 558)
paragraph: ಫಾದರ್ ಜೋಸೆಫ್ ಪ್ರವೀಣ್ ಅವರು ಮಾತನಾಡಿ, ಮಕ್ಕಳಿಗೆ ಸೈಕಲ್ ಕೊಡುವುದರಿಂದ ಅವರು ವಿದ್ಯಾಭ್ಯಾಸದ ಮಟ್ಟ ಹೆಚ್ಚಿಗೆ ಆಗಬೇಕು ಅಂಕಗಳು ಹೆಚ್ಚಿಗೆ ಗಳಿಸಬೇಕು ಎಂದು ಹೇಳಿದರು. (46, 1072, 205, 1148)
logo-text-right: ವಾಣಿ (786, 90, 835, 124)
article-column (46, 874, 205, 1381)
paragraph: ಮಹಾನ್ ಮಾನವತಾವಾದಿ ಬಸವೇಶ್ವರರ ವಚನಗಳ ಸಾರವನ್ನು ಇತರ ಭಾಷಿಕರು ಮತ್ತು ಧಾರ್ಮಿಕರಿಗೂ ತಲುಪಿಸುವ ಉದ್ದೇಶದಿಂದ, ಪಂಚ ಭಾಷೆಗಳಲ್ಲಿ ವಿವಿಧ ರಾಗಗಳಲ್ಲಿ ಸುಮಾರು 20-25 ವಚನಗಳನ್ನು ಹಾಡುವರು. (779, 1868, 933, 1959)
photo-image (958, 229, 1487, 558)
paragraph: ಪುನರ್ವಸತಿ ಕಾರ್ಯಕರ್ತರು (ಎಮ್.ಆರ್.ಡಬ್ಲ್ಯೂ), ಕಲಬುರಗಿ ತಾಲೂಕು ಪಂಚಾಯತ ಕಚೇರಿ ದೂರವಾಣಿ ಸಂಖ್ಯೆ:9972079714, ಅಫಜಲಪೂರ (ಯು.ಆರ್.ಡಬ್ಲ್ಯೂ)-8880023232, ಆಳಂದ-9483054495, ಜೇವರ್ಗಿ-9741875881, ಚಿತ್ತಾಪೂರ- 9845204328, ಚಿಂಚೋಳಿ-9880671171, ಸೇಡಂ-9902417925, ಕಾಳಗಿ-9964859658, ಶಹಾಬಾದ-6360771314 ಹಾಗೂ ಯಡ್ರಾಮಿ-9900866151 ಗಳಿಗೆ ಸಂಪರ್ಕಿಸಲು ಕೋರಲಾಗಿದೆ. (413, 1739, 570, 1968)
paragraph: ಈ ಬಗ್ಗೆ ತಮ್ಮ ಸಾಮಾಜಿಕ ಜಾಲತಾಣದ ಖಾತೆಯಾದ ಫೇಸ್ ಬುಕ್ ನಲ್ಲಿ ಬರೆದುಕೊಂಡಿರುವ ಅವರು, ಹೆದರಿಸುವುದು, ಬೆದರಿಸುವುದು, ಕೋರ್ಟ್‌ಗೆ ಹೋಗುವುದು ಆರ್‌ಎಸ್‌ಎಸ್ ತಂತ್ರ, ಆರ್‌ಎಸ್‌ಎಸ್ ಒಂದು ನೋಂದಣಿಯಾಗದ,ನಿಯಮಗಳಿಗೆ ಒಳಪಡದ ಮತ್ತು ಅಸಾಂವಿಧಾನಿಕ ಸಂಘಟನೆ. ಅವರಿಗೇಕೆ ನಾನು (47, 299, 211, 420)
parag­raph: ಅಗತ್ಯವಾಗಿದೆ ಎಂದು ಉಪನ್ಯಾಸಕ ಎಚ್.ಬಿ.ಪಾಟೀಲ ಹೇಳಿದರು. (1146, 1195, 1301, 1225)
paragraph: 125 ಮಕ್ಕಳು ಮಾರ್ಗದರ್ಶಿ ಸಂಸ್ಥೆಯ ವತಿಯಿಂದ ಕಂಪ್ಯೂಟರ್ ತರಬೇತಿಯನ್ನು ವಿವಿಧ ಕಂಪ್ಯೂಟರ್ ಸೆಂಟರ್‌ಗಳಲ್ಲಿ ಕಲಿತುಕೊಂಡಿದ್ದು, ಅವರಿಗೆ (230, 1148, 387, 1209)
registration-dot-black (110, 2334, 130, 2357)
paragraph: ಕಲಬುರಗಿ,ಅ.08-ಮನೋಚೈತನ್ಯ ಕಾರ್ಯಕ್ರಮದಡಿ ಕಲಬುರಗಿ ಜಿಲ್ಲೆಯ ವಿವಿಧ ತಾಲೂಕಾ ಸಾರ್ವಜನಿಕ ಆಸ್ಪತ್ರೆ, ಸಮುದಾಯ ಆರೋಗ್ಯ ಕೇಂದ್ರ ಹಾಗೂ ಪ್ರಾಥಮಿಕ ಆರೋಗ್ಯ ಕೇಂದ್ರಗಳಲ್ಲಿ ಕೆಳಕಂಡ ದಿನಾಂಕಗಳಂದು ಮಾನಸಿಕ ಆರೋಗ್ಯ ಶಿಬಿರವನ್ನು ಹಮ್ಮಿಕೊಳ್ಳಲಾಗಿದೆ ಎಂದು ಕಲಬುರಗಿ ಜಿಲ್ಲಾ ಮಾನಸಿಕ ಆರೋಗ್ಯ ಕಾರ್ಯಕ್ರಮ ಅಧಿಕಾರಿಗಳು ತಿಳಿಸಿದ್ದಾರೆ. (47, 2126, 267, 2216)
paragraph: ಬುಧುವಾರದಂದು ಜಿಲ್ಲಾ ಪಂಚಾಯತ್ ಸಭಾಂಗಣದಲ್ಲಿ ಜಿಲ್ಲಾ ಇಲಾಖಾ ಪ್ರಗತಿ ಪರಿಶೀಲನಾ ಸಭೆಯಲ್ಲಿ ಅಧ್ಯಕ್ಷತೆ ವಹಿಸಿ ಮಾತನಾಡಿದ ಅವರು, ಸರ್ಕಾರಿ ಶಾಲೆಗಳಲ್ಲಿ ಎಲ್‌ಕೆ.ಜಿ. ಯುಕೆಜಿ ತರಗತಿ ಪ್ರಾರಂಭಿಸಲಾಗಿದೆ ಮತ್ತು ದ್ವಿ ಮಾಧ್ಯಮ ಶಾಲೆಗಳನ್ನು ಪ್ರಾರಂಭಿಸಲಾಗಿದೆ ಇದರಿಂದಾಗಿ ದಾಖಲಾತಿ ಹೆಚ್ಚಳವಾಗುತ್ತಿದೆ ಎಂದು ಹೇಳಿದರು. (597, 730, 752, 867)
paragraph: ಅನುಕೂಲವಾಗುತ್ತೆ ಶಾಲೆಗೆ ನಿರಂತರ ಹೋಗುವುದರಿಂದ ಶಾಲೆಯಲ್ಲಿ ವಿವಿಧ ರೀತಿಯ ಚಟುವಟಿಕೆಗಳಲ್ಲಿ ಭಾಗವಹಿಸುವುದರಿಂದ ಮಕ್ಕಳಿಗೆ ಬೌದ್ಧಿಕವಾಗಿ ಶಾರೀರಿಕವಾಗಿ ಸದೃಢರಾಗುತ್ತಾರೆ ಆದ್ದರಿಂದ ಹೀರೋ ಸೈಕಲ್ ಇದರ ಉಪಯೋಗ ಹೆಚ್ಚಿನದಾಗಿ ಕಂಡು ಬಂದರೆ ಇನ್ನೂ ಹೆಚ್ಚಾಗಿ ಸೈಕಲ್ ಗಳನ್ನು ಹೆಣ್ಣು ಮಕ್ಕಳಿಗೆ ಕೊಡುವುದಾಗಿ ಭರವಸೆಯನ್ನು ನೀಡಿದರು. ಅದೇ ರೀತಿಯಾಗಿ ಕಾರ್ಯಕ್ರಮದ ಅತಿಥಿಯಾಗಿ ಆಗಮಿಸಿದ್ದ ಜಿಲ್ಲಾ ಮಕ್ಕಳ ರಕ್ಷಣಾಧಿಕಾರಿ ಮಂಜುಳಾ ವಿ ಪಾಟೀಲ್ ಮಾತನಾಡಿ, ಮಕ್ಕಳು ಸುರಕ್ಷತೆಯಿಂದ ಇರಬೇಕು ಮಕ್ಕಳಿಗೆ ಯಾವುದೇ ಅಹಿತಕರ ಘಟನೆಗಳು ನಡೆದರೆ ಅಥವಾ ಸಂಕಷ್ಟದಲ್ಲಿ ಇದ್ದರೆ 1098 ಕರೆ ಮಾಡಬೇಕು ಎಂದು ತಿಳಿಸಿದರು. (230, 874, 387, 1148)
article-column (291, 2126, 509, 2318)
paragraph: ಕಲಬುರಗಿ,ಅ.08-2026-27ನೇ ಸಾಲಿಗೆ ಅಲ್ಪಸಂಖ್ಯಾತರ ಮೊರಾರ್ಜಿ ದೇಸಾಯಿ ವಸತಿ ಶಾಲೆಗಳಲ್ಲಿ 6ನೇ ತರಗತಿ ಪ್ರವೇಶ ಪಡೆಯಲು ಅಲ್ಪಸಂಖ್ಯಾತ ಸಮುದಾಯದ ಮುಸ್ಲಿಂ,ಕ್ರಿಶ್ಚಿಯನ್,ಜೈನ್,ಬೌದ್ಧ, ಸಿಖ್ ಮತ್ತು ಪಾರ್ಸಿ ಜನಾಂಗಕ್ಕೆ ಸೇರಿದ ವಿದ್ಯಾರ್ಥಿಗಳಿಂದ ಆನ್‌ಲೈನ್ ಮೂಲಕ ಅರ್ಜಿ ಆಹ್ವಾನಿಸಲಾಗಿದೆ ಎಂದು ಕಲಬುರಗಿ ಅಲ್ಪಸಂಖ್ಯಾತರ ಕಲ್ಯಾಣ ಇಲಾಖೆಯ ಜಿಲ್ಲಾ ಅಧಿಕಾರಿಗಳು ತಿಳಿಸಿದ್ದಾರೆ. (1145, 1626, 1299, 1808)
article-column (47, 1739, 205, 2058)
header-contact-line (1023, 90, 1487, 105)
registration-dot-cyan (44, 2334, 64, 2357)
article-column (47, 192, 211, 593)
footer-rule (44, 2320, 1487, 2321)
headline: ಪ್ರಧಾನಿಯಾಗಿ ಮೋದಿ ವಿಫಲರಾಗಿರುವುದನ್ನು ದೇಶ ಗಮನಿಸುತ್ತಿದೆ (606, 146, 926, 165)
photo-chief-minister (961, 2088, 1117, 2290)
paragraph: ಓಇಇಖಿ & ಎಇಇ ಕೋರ್ಸಗಳನ್ನು ಪದವಿ ಪೂರ್ವ ಕಾಲೇಜುಗಳಲ್ಲಿ ತರಬೇತಿ ಪ್ರಾರಂಭಸಲಾಗಿದ್ದು, ಅವುಗಳ ಉಪಯೋಗವನ್ನು ಹೆಚ್ಚಿನ ವಿದ್ಯಾರ್ಥಿಗಳು ಪಡೆಯುವಂತಾಗಬೇಕು ಎಂದರು. (778, 990, 936, 1065)
paragraph: ಪ್ರವೇಶಾತಿ ಸಂಬಂಧಿಸಿದಂತೆ ಜಿಪಂ ಸಿ.ಇ.ಓ. ಅಧ್ಯಕ್ಷತೆಯಲ್ಲಿ ಸಭೆ ನಡೆಸಿ, ಮಕ್ಕಳ ದಾಖಲಾತಿಗೆ ಇರುವ (597, 1265, 752, 1310)
headline: ಫಲಾನುಭವಿಗಳಿಂದ ಅರ್ಜಿ ಆಹ್ವಾನ (127, 1693, 498, 1733)
article-column (404, 192, 568, 593)
dove-glyph (755, 97, 780, 118)
paragraph: ಕಲಬುರಗಿ:ಜ.8:ಕಲಬುರಗಿ ಜಿಲ್ಲೆ ಸೇಡಂ ತಾಲ್ಲೂಕಿನ ಹೂವಿನಹಳ್ಳಿ ಗ್ರಾಮದ ಮೋಹನ್ ತಂದೆ ಮೊಗಲಪ್ಪ ಇವರು (230, 1458, 385, 1504)
header-separator: | (1279, 90, 1284, 105)
section-name: ಕಲಬುರಗಿ (69, 89, 107, 103)
article-column (1145, 2087, 1302, 2318)
ad-contact: ಜಾಹೀರಾತಿಗಾಗಿ ಸಂಪರ್ಕಿಸಿ - 94498 71843 (1297, 90, 1487, 105)
article-column (1145, 1626, 1299, 2022)
registration-dot-gray (133, 2334, 153, 2357)
article-column (1146, 1195, 1301, 1575)
paragraph: ಕಲಬುರಗಿ,ಜ.8-ಮಾರ್ಗದರ್ಶಿ ಸಂಸ್ಥೆ ವತಿಯಿಂದ ಈಚೆಗೆ ನಗರದ ಸಂತ ಮೇರಿ ಚರ್ಚ್‌ನ ಮದರ್ ಥೆರೆಸಾ ಸಭಾಂಗಣದಲ್ಲಿ ಹಮ್ಮಿಕೊಂಡಿದ್ದ ಸಮಾರಂಭದಲ್ಲಿ ಹೆಣ್ಣು ಮಕ್ಕಳಿಗೆ 264 ಸೈಕಲ್‌ಗಳನ್ನು ವಿತರಿಸಲಾಯಿತು. (46, 874, 205, 965)
headline: ಹೆದರಿಸುವುದು,ಬೆದರಿಸುವುದು ಹಾಗೂ ಕೋರ್ಟ್‌ಗೆ (93, 138, 533, 169)
paragraph: ಇದೇ ಸಂದರ್ಭದಲ್ಲಿ ಶಿಕ್ಷಣ ಇಲಾಖೆಯ ಅಪರ ಆಯುಕ್ತ ರಾಹುಲ ತುಕರಾಮ ಪಾಂಡ್ವೆ, ಜಿಲ್ಲಾ ಪಂಚಾಯತ್ ಮುಖ್ಯ ಕಾರ್ಯನಿರ್ವಾಹಕ ಅಧಿಕಾರಿ ಭಂವಾರ ಸಿಂಗ್ ಶಾಲಾ ಶಿಕ್ಷಣ ಇಲಾಖೆಯ ಪ್ರಭಾರ ಉಪನಿರ್ದೇಶಕಿ ಶಂಕ್ರಮ್ಮ ಡವಳಗಿ, ಶಾಲಾ ಶಿಕ್ಷಣ ಇಲಾಖೆ ಪದವಿ ಪೂರ್ವ ಕಾಲೇಜಿನ ಉಪನಿರ್ದೇಶಕರು, ತಾಲೂಕಿನ ಕ್ಷೇತ್ರಶಿಕ್ಷಣಾಧಿಕಾಗಿಗಳು ಶಾಲಾ ಕಾಲೇಜಿನ ಪ್ರಾಂಶುಪಾಲರು ಸೇರಿದಂತೆ ಅಧಿಕಾರಿಗಳು ಇದ್ದರು. (778, 1066, 936, 1234)
article-column (961, 561, 1120, 822)
headline: ಸಾಧನೆ ಯೋಜನೆಯಡಿ ವಿಕಲಚೇತನ (122, 1650, 503, 1690)
paragraph: ಬೀದರ,ಜ.08-ತ್ರಿಭಾಷಾ ವಚನ ಗಾಯನದ ಪರಿಣತಿಯನ್ನು ಗುರುತಿಸಿ ಬೀದರಿನ ವಿಶ್ವ ಕನ್ನಡಿಗರ ಸಂಸ್ಥೆಯಿಂದ ವಾರ್ತಾ ಮತ್ತು ಸಾರ್ವಜನಿಕ ಸಂಪರ್ಕ ಇಲಾಖೆಯ ನಿವೃತ್ತ ಉಪನಿರ್ದೇಶಕ ಜಿ. ಚಂದ್ರಕಾಂತ ಅವರಿಗೆ ಗುರುವಾರ ಬೀದರಿನ ಅವರ ಸ್ವಗೃಹದಲ್ಲಿ ರಾಷ್ಟ್ರೀಯ ಮಟ್ಟದ ಕರ್ನಾಟಕ ಕಾಯಕ ರತ್ನ ರಾಷ್ಟ್ರೀಯ ಸದ್ಭಾವನಾ ಪ್ರಶಸ್ತಿ ಪ್ರದಾನ ಮಾಡಲಾಯಿತು. (597, 1567, 752, 1719)
paragraph: ಸಮಸ್ಯೆಗಳನ್ನು ಚರ್ಚಿಸಿ, ಅವುಗಳನ್ನು ಬಗೆಹರಿಸಿ ಮಕ್ಕಳು ಶಾಲೆಗಳಿಗೆ ದಾಖಲಾಗಲು ಕ್ರಮವಹಿಸಬೇಕು. ಜಿಲ್ಲೆಯಲ್ಲಿ ಅತಿಥಿ ಶಿಕ್ಷಕರನ್ನು ನೇಮಿಸಿಕೊಂಡು ಉತ್ತಮ ಫಲಿತಾಂಶಕ್ಕೆ ಒತ್ತು ನೀಡಬೇಕು. ಜಿಲ್ಲೆಗೆ ಇನ್ನು ಹೆಚ್ಚಿನ ಫಲಿತಾಂಶ ತರಲು ಡಿ.ಸಿ. ಮತ್ತು ಸಿ.ಇ.ಓ. ವಿಶೇಷ ತರಗತಿ ಏರ್ಪಡಿಸಿ ವಿದ್ಯಾರ್ಥಿಗಳಿಗೆ ಅರಿವು ಮೂಡಿಸಬೇಕು ಎಂದರು. (778, 593, 936, 730)
paragraph: ಸಂಘಟನೆಯನ್ನು ನೋಂದಾಯಿಸಿಕೊಳ್ಳಲು ಆರ್‌ಎಸ್‌ಎಸ್ ಹಿಂಜರಿಯುತ್ತಿರುವುದು ಏಕೆ ? ಅವರಿಗೆ ಇಷ್ಟೊಂದು ದೇಣಿಗೆ ಎಲ್ಲಿಂದ ಬರುತ್ತಿದೆ? ಗೃಹ ಸಚಿವರು, ವಿದೇಶಾಂಗ ಸಚಿವರಿಗೆ ಸಿಗುವಂತಹ ಎಎಸ್‌ಎಲ್ ಭದ್ರತೆ ಮೋಹನ್ ಭಾಗವತ್ ಅವರಿಗೆ ಏಕೆ? ಇವರು ಯಾರೂ ತೆರಿಗೆ ಕಟ್ಟುವವರಲ್ಲ. ಆದರೆ ತೆರಿಗೆ ಪಾವತಿದಾರರ ಹಣವನ್ನು ಇವರ ಭದ್ರತೆಗೆ ಏಕೆ ದುಂದು ವೆಚ್ಚ ಮಾಡಲಾಗುತ್ತಿದೆ (228, 253, 392, 390)
paragraph: 2025-26 ನೇ ಸಾಲಿನಲ್ಲಿ ಎಸ್.ಎಸ್.ಎಲ್.ಸಿ. ಫಲಿತಾಂಶ ಹೆಚ್ಚಳಕ್ಕೆ ಜಿಲ್ಲೆಯಲ್ಲಿ ಸಾಕಷ್ಟು ಕ್ರಮಗಳನ್ನು ಅನುಸರಿಸಲಾಗುತ್ತಿದೆ ಈ ನಿಟ್ಟಿನಲ್ಲಿ ಮಿಷನ್-40+ ನಿಂದಾಗಿ ಈ ವರ್ಷ ಫಲಿತಾಂಶ ಹೆಚ್ಚಳವಾಗುವ ನಿರೀಕ್ಷೆ ಇದೆ ಎಂದು ಹೇಳಿದರು. (597, 1020, 752, 1127)
headline: ಕಾಯಕ ರತ್ನ ಮತ್ತು ರಾಷ್ಟ್ರೀಯ ಸದ್ಭಾವನಾ ಪ್ರಶಸ್ತಿ ಪ್ರದಾನ (638, 1525, 1078, 1555)
paragraph: ತಮ್ಮ ಎಕ್ಸ್ ಖಾತೆಯಲ್ಲಿ ಸಂಸದ ಸುಬ್ರಮಣ್ಯಂ ಸ್ವಾಮಿ ಅವರ ಎಕ್ಸ್ ಖಾತೆಯ ಬರಹವನ್ನು ಹಂಚಿಕೊಂಡಿರುವ ಖರ್ಗೆ, ಪ್ರಧಾನಿಯಾಗಿ ಮೋದಿ (593, 328, 751, 389)
